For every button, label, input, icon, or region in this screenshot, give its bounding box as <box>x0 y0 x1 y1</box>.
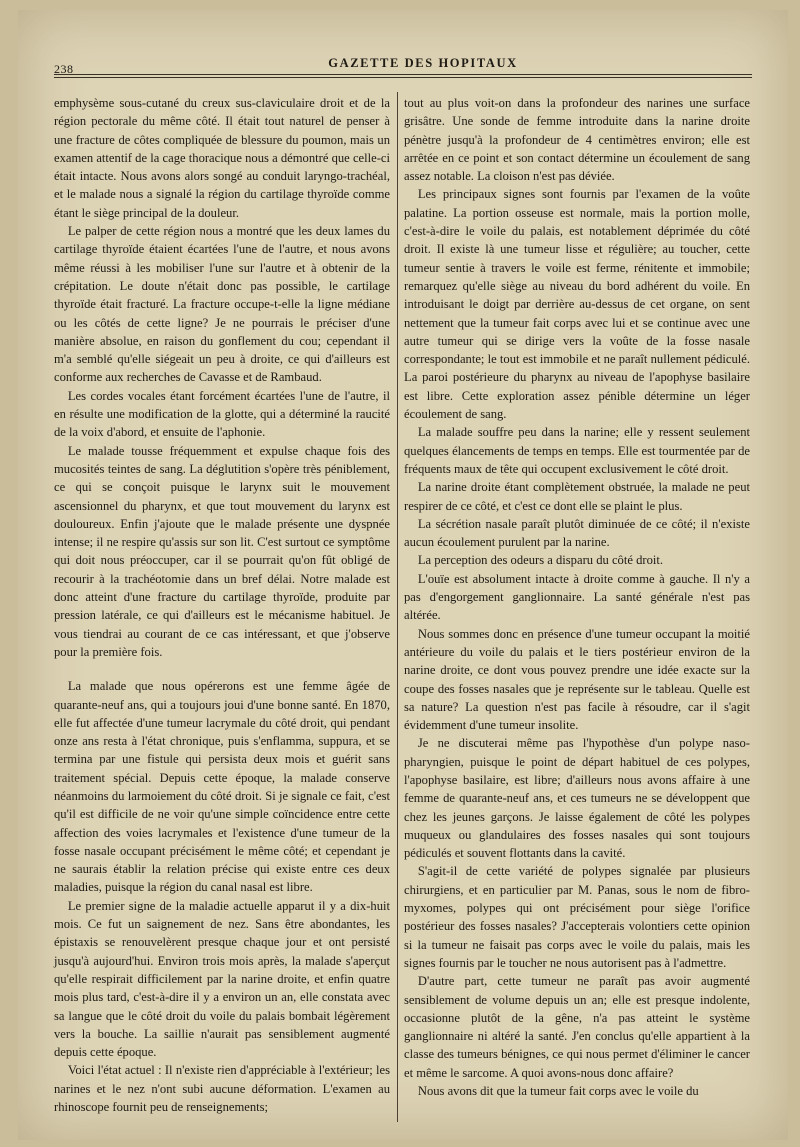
header-rule-thin <box>54 77 752 78</box>
paragraph: La narine droite étant complètement obstruée, la malade ne peut respirer de ce côté, et c'est ce dont elle se plaint le plus. <box>404 480 750 513</box>
paragraph: S'agit-il de cette variété de polypes signalée par plusieurs chirurgiens, et en particulier par M. Panas, sous le nom de fibro-myxomes, polypes qui ont précisément pour siège l'orifice postérieur des fosses nasales? J'accepterais volontiers cette opinion si la tumeur ne faisait pas corps avec le voile du palais, mais les signes fournis par le toucher ne nous autorisent pas à l'admettre. <box>404 864 750 970</box>
paragraph: La perception des odeurs a disparu du côté droit. <box>417 553 664 568</box>
paragraph: La malade souffre peu dans la narine; elle y ressent seulement quelques élancements de temps en temps. Elle est tourmentée par de fréquents maux de tête qui occupent exclusivement le côté droit. <box>404 425 750 476</box>
paragraph: Le palper de cette région nous a montré que les deux lames du cartilage thyroïde étaient écartées l'une de l'autre, et nous avons même réussi à les mobiliser l'une sur l'autre et à obtenir de la crépitation. Le doute n'était donc pas possible, le cartilage thyroïde était fracturé. La fracture occupe-t-elle la ligne médiane ou les côtés de cette ligne? Je ne pourrais le préciser d'une manière absolue, en raison du gonflement du cou; cependant il m'a semblé qu'elle siégeait un peu à droite, ce qui d'ailleurs est conforme aux recherches de Cavasse et de Rambaud. <box>54 224 390 385</box>
paragraph: D'autre part, cette tumeur ne paraît pas avoir augmenté sensiblement de volume depuis un an; elle est presque indolente, occasionne plutôt de la gêne, n'a pas atteint le système ganglionnaire ni altéré la santé. J'en conclus qu'elle appartient à la classe des tumeurs bénignes, ce qui nous permet d'éliminer le cancer et même le sarcome. A quoi avons-nous donc affaire? <box>404 974 750 1080</box>
newspaper-page <box>18 10 788 1140</box>
paragraph: Les principaux signes sont fournis par l'examen de la voûte palatine. La portion osseuse est normale, mais la portion molle, c'est-à-dire le voile du palais, est notablement déprimée du côté droit. Il existe là une tumeur lisse et régulière; au toucher, cette tumeur sentie à travers le voile est ferme, rénitente et immobile; remarquez qu'elle siège au niveau du bord adhérent du voile. En introduisant le doigt par derrière au-dessus de cet organe, on sent nettement que la tumeur fait corps avec lui et se continue avec une autre tumeur qui se dirige vers la voûte de la fosse nasale correspondante; le tout est immobile et ne paraît nullement pédiculé. La paroi postérieure du pharynx au niveau de l'apophyse basilaire est libre. Cette exploration assez pénible détermine un léger écoulement de sang. <box>404 187 750 422</box>
paragraph: Voici l'état actuel : Il n'existe rien d'appréciable à l'extérieur; les narines et le nez n'ont subi aucune déformation. L'examen au rhinoscope fournit peu de renseignements; <box>54 1063 390 1115</box>
paragraph: La sécrétion nasale paraît plutôt diminuée de ce côté; il n'existe aucun écoulement purulent par la narine. <box>404 516 750 550</box>
column-divider <box>397 92 398 1122</box>
paragraph: La malade que nous opérerons est une femme âgée de quarante-neuf ans, qui a toujours joui d'une bonne santé. En 1870, elle fut affectée d'une tumeur lacrymale du côté droit, qui pendant onze ans resta à l'état chronique, puis s'enflamma, suppura, et se termina par une fistule qui persista deux mois et guérit sans traitement spécial. Depuis cette époque, la malade conserve néanmoins du larmoiement du côté droit. Si je signale ce fait, c'est qu'il est difficile de ne voir qu'une simple coïncidence entre cette affection des voies lacrymales et l'existence d'une tumeur de la fosse nasale occupant précisément le même côté; et cependant je ne saurais établir la relation précise qui existe entre ces deux maladies, puisque la région du canal nasal est libre. <box>54 679 390 895</box>
paragraph: Nous sommes donc en présence d'une tumeur occupant la moitié antérieure du voile du palais et le tiers postérieur environ de la narine droite, ce dont vous pouvez prendre une idée exacte sur la coupe des fosses nasales que je représente sur le tableau. Quelle est sa nature? La question n'est pas facile à résoudre, car il s'agit évidemment d'une tumeur insolite. <box>404 626 750 733</box>
page-number: 238 <box>54 62 74 76</box>
header-rule <box>54 74 752 75</box>
paragraph: emphysème sous-cutané du creux sus-claviculaire droit et de la région pectorale du même côté. Il était tout naturel de penser à une fracture de côtes compliquée de blessure du poumon, mais un examen attentif de la cage thoracique nous a démontré que celle-ci était intacte. Nous avons alors songé au conduit laryngo-trachéal, et le malade nous a signalé la région du cartilage thyroïde comme étant le siège principal de la douleur. <box>54 96 390 220</box>
paragraph: Nous avons dit que la tumeur fait corps avec le voile du <box>417 1084 699 1099</box>
paragraph: L'ouïe est absolument intacte à droite comme à gauche. Il n'y a pas d'engorgement ganglionnaire. La santé générale n'est pas altérée. <box>404 571 750 623</box>
journal-title: GAZETTE DES HOPITAUX <box>328 56 518 70</box>
left-column <box>54 94 390 1116</box>
paragraph: Le malade tousse fréquemment et expulse chaque fois des mucosités teintes de sang. La déglutition s'opère très péniblement, ce qui se conçoit puisque le larynx suit le mouvement ascensionnel du pharynx, et que tout mouvement du larynx est douloureux. Enfin j'ajoute que le malade présente une dyspnée intense; il ne respire qu'assis sur son lit. C'est surtout ce symptôme qui doit nous préoccuper, car il se pourrait qu'on fût obligé de recourir à la trachéotomie dans un bref délai. Notre malade est donc atteint d'une fracture du cartilage thyroïde, produite par pression latérale, ce qui d'ailleurs est le mécanisme habituel. Je vous tiendrai au courant de ce cas intéressant, et que j'observe pour la première fois. <box>54 443 390 659</box>
paragraph: tout au plus voit-on dans la profondeur des narines une surface grisâtre. Une sonde de femme introduite dans la narine droite pénètre jusqu'à la profondeur de 4 centimètres environ; elle est arrêtée en ce point et son contact détermine un écoulement de sang assez notable. La cloison n'est pas déviée. <box>404 96 750 184</box>
paragraph: Les cordes vocales étant forcément écartées l'une de l'autre, il en résulte une modification de la glotte, qui a déterminé la raucité de la voix d'abord, et ensuite de l'aphonie. <box>54 388 390 440</box>
paragraph: Je ne discuterai même pas l'hypothèse d'un polype naso-pharyngien, puisque le point de départ habituel de ces polypes, l'apophyse basilaire, est libre; d'ailleurs nous avons affaire à une femme de quarante-neuf ans, et ces tumeurs ne se développent que chez les jeunes garçons. Je laisse également de côté les polypes muqueux ou glandulaires des fosses nasales qui sont toujours pédiculés et souvent flottants dans la cavité. <box>404 736 750 861</box>
right-column <box>404 94 750 1100</box>
paragraph: Le premier signe de la maladie actuelle apparut il y a dix-huit mois. Ce fut un saignement de nez. Sans être abondantes, les épistaxis se renouvelèrent presque chaque jour et ont persisté jusqu'à aujourd'hui. Environ trois mois après, la malade s'aperçut qu'elle respirait difficilement par la narine droite, et enfin quatre mois plus tard, c'est-à-dire il y a environ un an, elle constata avec sa langue que le côté droit du voile du palais bombait légèrement vers la bouche. La saillie n'aurait pas sensiblement augmenté depuis cette époque. <box>54 898 390 1060</box>
